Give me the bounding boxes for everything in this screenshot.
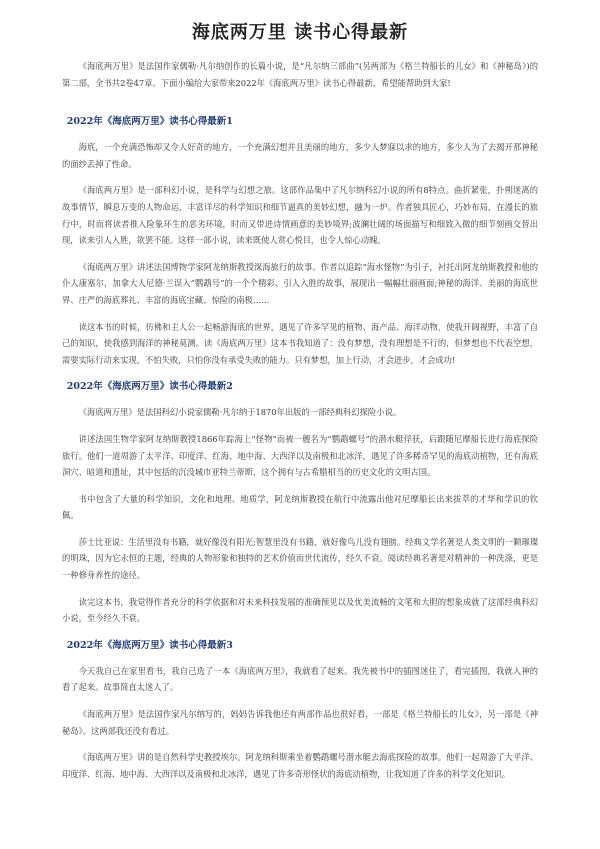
section-heading: 2022年《海底两万里》读书心得最新1 xyxy=(66,116,233,128)
body-paragraph: 读完这本书，我觉得作者充分的科学依据和对未来科技发展的准确预见以及优美流畅的文笔和大胆的想象成就了这部经典科幻小说，至今经久不衰。 xyxy=(62,596,538,624)
body-paragraph: 《海底两万里》是法国作家凡尔纳写的，妈妈告诉我他还有两部作品也很好看，一部是《格兰特船长的儿女》，另一部是《神秘岛》。这两部我还没有看过。 xyxy=(62,709,538,736)
section-1 xyxy=(62,113,538,368)
body-paragraph: 莎士比亚说：生活里没有书籍，就好像没有阳光;智慧里没有书籍，就好像鸟儿没有翅膀。经典文学名著是人类文明的一颗璀璨的明珠，因为它永恒的主题，经典的人物形象和独特的艺术价值而世代流传，经久不衰。阅读经典名著是对精神的一种洗涤，更是一种修身养性的途径。 xyxy=(62,536,538,581)
body-paragraph: 读这本书的时候，仿佛和主人公一起畅游海底的世界，遇见了许多罕见的植物、海产品、海洋动物，使我开阔视野，丰富了自己的知识，使我感到海洋的神秘莫测。读《海底两万里》这本书我知道了：没有梦想，没有理想是不行的，但梦想也不代表空想，需要实际行动来实现，不怕失败，只怕你没有承受失败的能力。只有梦想，加上行动，才会进步，才会成功! xyxy=(62,321,538,365)
body-paragraph: 《海底两万里》讲述法国博物学家阿龙纳斯教授深海旅行的故事。作者以追踪“海水怪物”为引子，衬托出阿龙纳斯教授和他的仆人康塞尔，加拿大人尼德·兰误入“鹦鹉号”的一个个精彩、引人入胜的故事，展现出一幅幅壮丽画面;神秘的海洋、美丽的海底世界、庄严的海底葬礼、丰富的海底宝藏、惊险的南极…… xyxy=(62,261,538,305)
section-heading: 2022年《海底两万里》读书心得最新3 xyxy=(66,639,233,651)
page-title: 海底两万里 读书心得最新 xyxy=(191,22,409,43)
body-paragraph: 海底，一个充满恐怖却又令人好奇的地方，一个充满幻想并且美丽的地方，多少人梦寐以求的地方，多少人为了去揭开那神秘的面纱丢掉了性命。 xyxy=(62,142,538,169)
section-2 xyxy=(62,378,538,627)
body-paragraph: 讲述法国生物学家阿龙纳斯教授1866年踪海上“怪物”而被一艘名为“鹦鹉螺号”的潜水艇俘获，后跟随尼摩船长进行海底探险旅行。他们一道周游了太平洋、印度洋、红海、地中海、大西洋以及南极和北冰洋，遇见了许多稀奇罕见的海底动植物，还有海底洞穴、暗道和遗址，其中包括的沉没城市亚特兰蒂斯，这个拥有与古希腊相当的历史文化的文明古国。 xyxy=(62,433,538,478)
section-heading: 2022年《海底两万里》读书心得最新2 xyxy=(66,381,233,393)
intro-paragraph: 《海底两万里》是法国作家儒勒·凡尔纳创作的长篇小说，是“凡尔纳三部曲”(另两部为《格兰特船长的儿女》和《神秘岛》)的第二部，全书共2卷47章。下面小编给大家带来2022年《海底两万里》读书心得最新，希望能帮助到大家! xyxy=(62,61,538,88)
body-paragraph: 《海底两万里》讲的是自然科学史教授埃尔。阿龙纳科斯乘坐着鹦鹉螺号潜水艇去海底探险的故事。他们一起周游了大平洋、印度洋、红海、地中海、大西洋以及南极和北冰洋，遇见了许多奇形怪状的海底动植物，让我知道了许多的科学文化知识。 xyxy=(62,752,538,779)
body-paragraph: 《海底两万里》是一部科幻小说，是科学与幻想之旅。这部作品集中了凡尔纳科幻小说的所有8特点。曲折紧张，扑朔迷离的故事情节，瞬息万变的人物命运，丰富详尽的科学知识和细节逼真的美妙幻想，融为一炉。作者独具匠心，巧妙布局，在漫长的旅行中，时而将读者推入险象环生的恶劣环境，时而又带进诗情画意的美妙境界;波澜壮阔的场面描写和细致入微的细节刻画交替出现，读来引人入胜，欲罢不能。这样一部小说，读来既使人赏心悦目，也令人惊心动魄。 xyxy=(62,185,538,246)
section-3 xyxy=(62,637,538,783)
body-paragraph: 《海底两万里》是法国科幻小说家儒勒·凡尔纳于1870年出版的一部经典科幻探险小说。 xyxy=(78,407,402,418)
body-paragraph: 今天我自己在家里看书，我自己选了一本《海底两万里》，我就看了起来。我先被书中的插图迷住了，看完插图，我就入神的看了起来。故事简直太迷人了。 xyxy=(62,665,538,693)
body-paragraph: 书中包含了大量的科学知识，文化和地理、地质学，阿龙纳斯教授在航行中流露出他对尼摩船长出来拔萃的才华和学识的钦佩。 xyxy=(62,493,538,521)
